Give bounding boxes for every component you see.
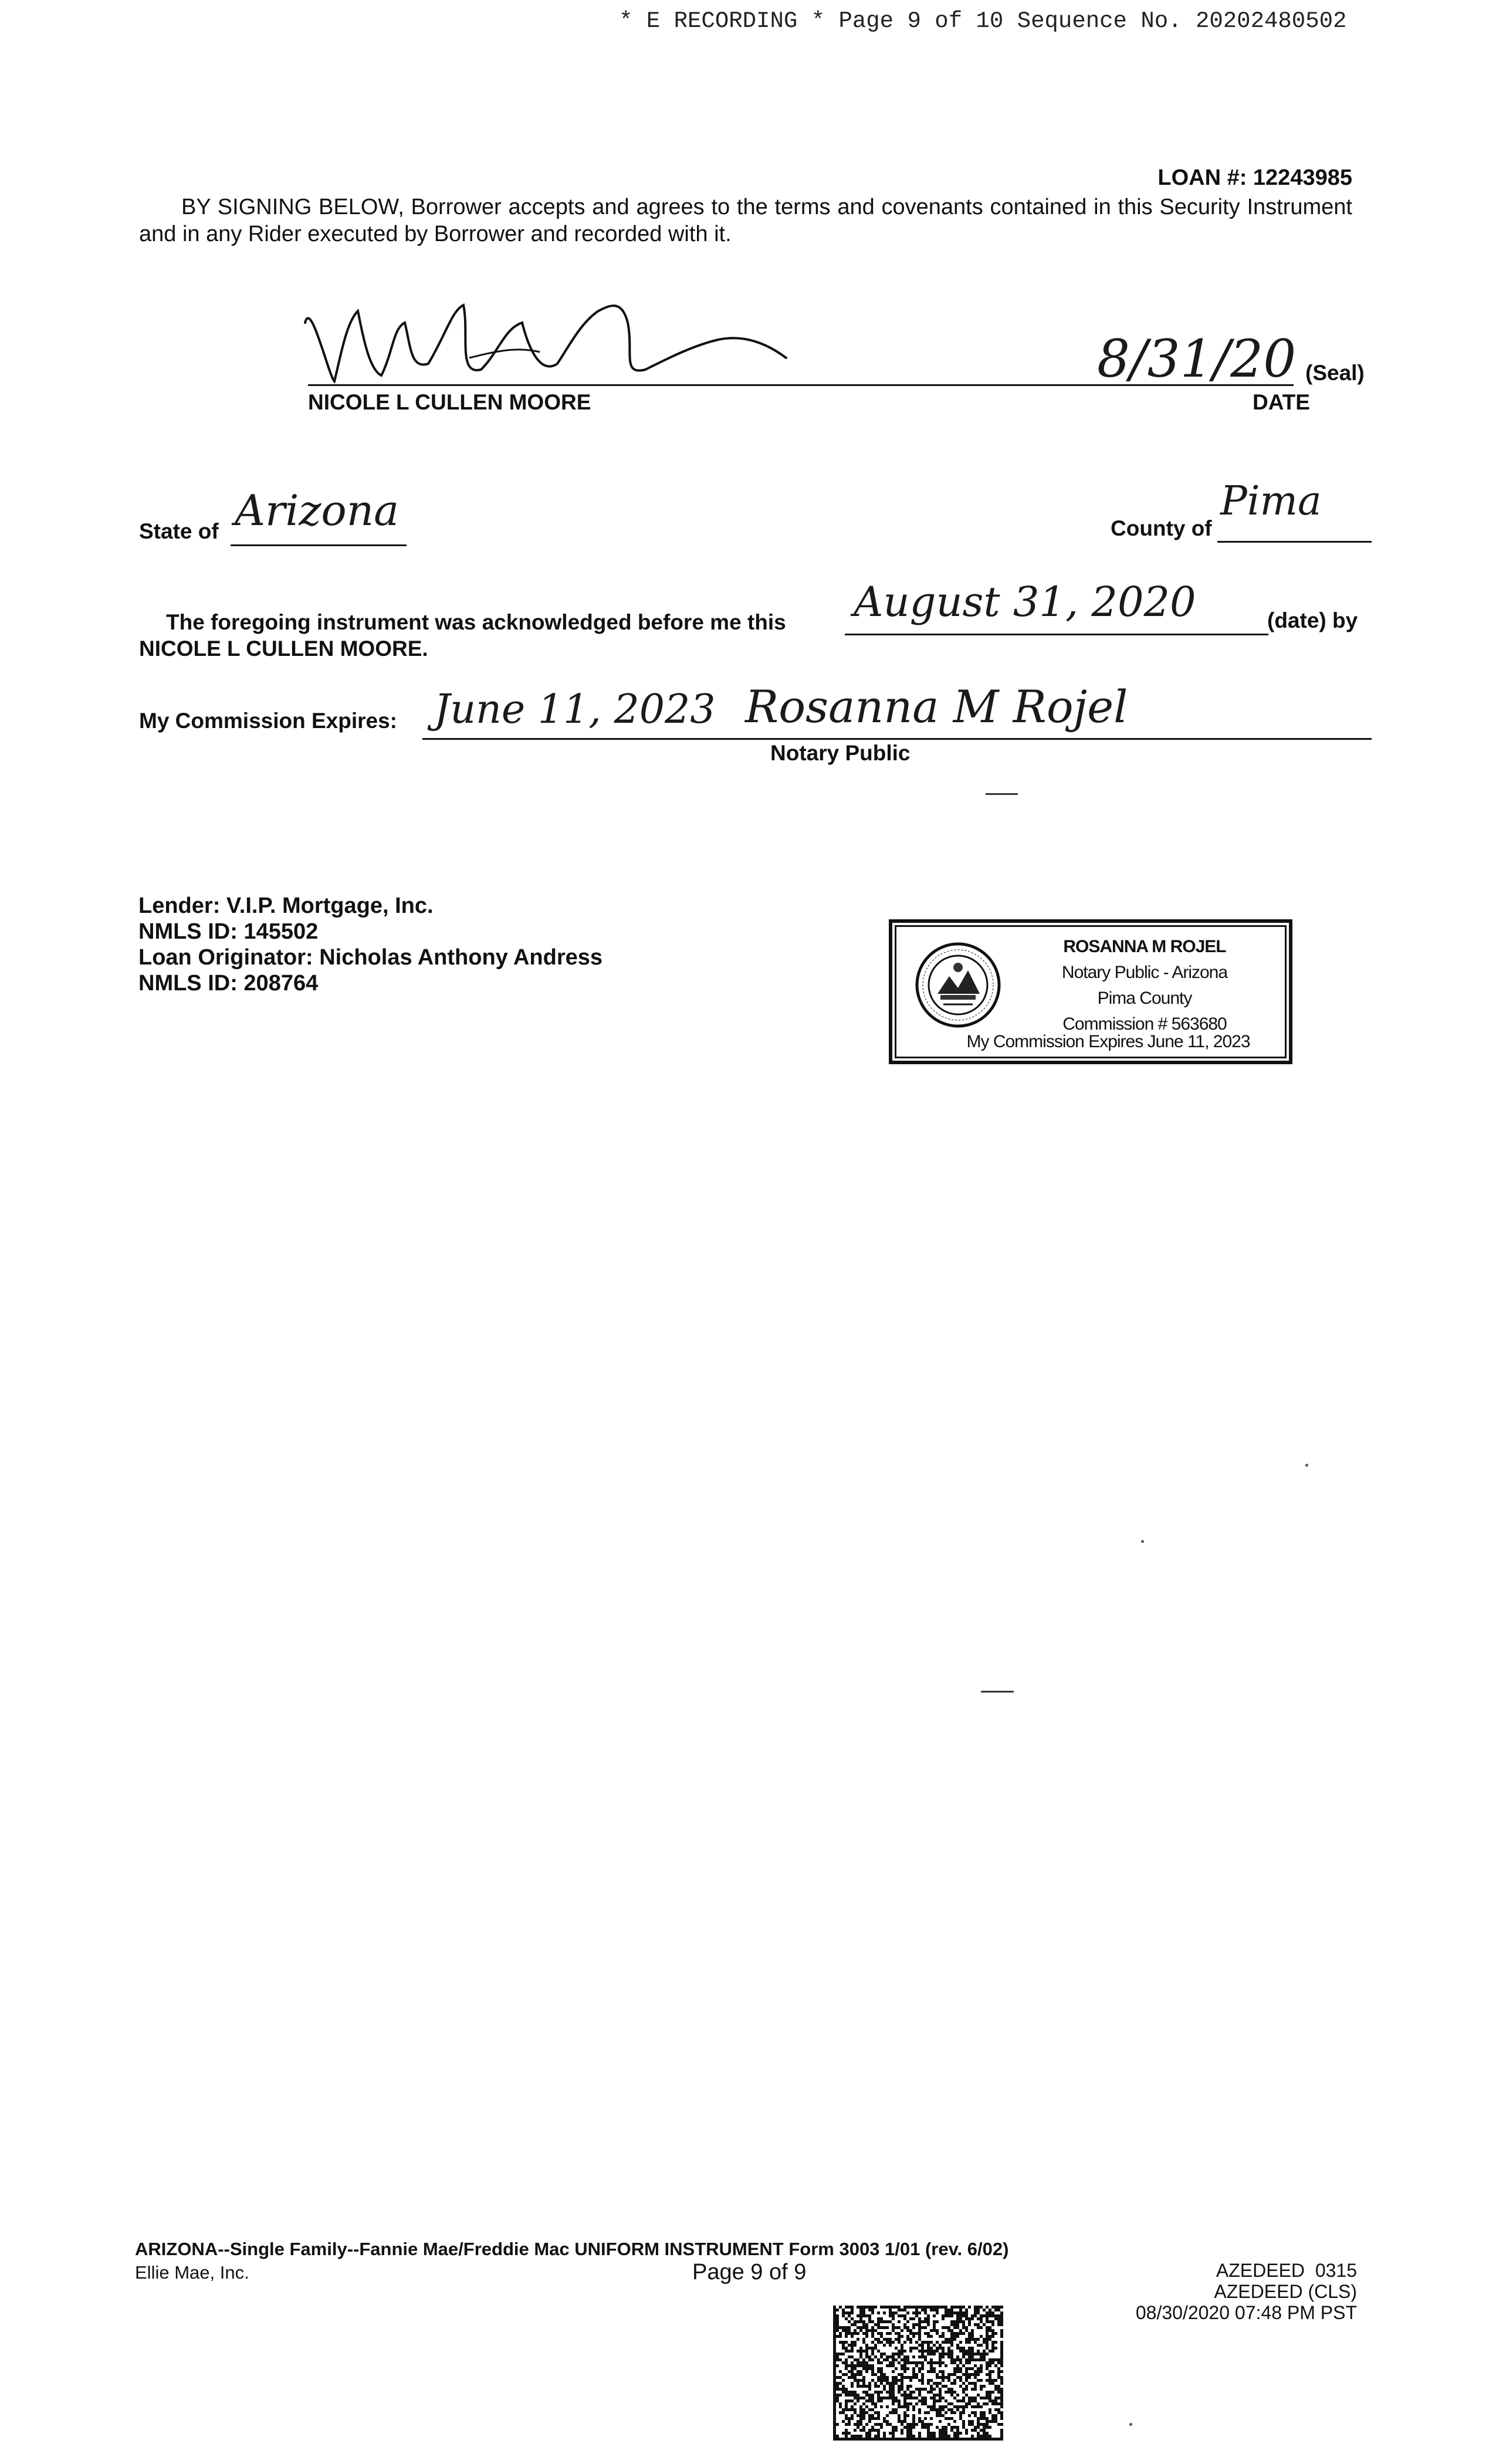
footer-code-2: AZEDEED (CLS) (1214, 2281, 1357, 2302)
signing-paragraph (139, 194, 1352, 248)
borrower-signature-drawing (293, 287, 821, 393)
notary-public-label: Notary Public (770, 741, 911, 765)
commission-line (422, 738, 1372, 740)
acknowledged-signer-name: NICOLE L CULLEN MOORE. (139, 637, 428, 661)
borrower-name: NICOLE L CULLEN MOORE (308, 390, 591, 414)
foregoing-text: The foregoing instrument was acknowledged before me this (166, 610, 786, 634)
notary-stamp-title: Notary Public - Arizona (1061, 963, 1228, 982)
footer-page-number: Page 9 of 9 (692, 2260, 807, 2284)
date-by-label: (date) by (1267, 608, 1358, 632)
notary-stamp-commission: Commission # 563680 (1062, 1014, 1227, 1034)
state-seal-icon (914, 941, 1002, 1029)
stray-dot (1305, 1464, 1308, 1467)
originator-line: Loan Originator: Nicholas Anthony Andress (138, 945, 603, 970)
county-label: County of (1111, 516, 1212, 540)
stray-mark (981, 1691, 1014, 1693)
notary-stamp-text (1008, 934, 1281, 1037)
footer-form-title: ARIZONA--Single Family--Fannie Mae/Freddie Mac UNIFORM INSTRUMENT Form 3003 1/01 (rev. 6/02) (135, 2239, 1009, 2259)
signing-paragraph-text: BY SIGNING BELOW, Borrower accepts and agrees to the terms and covenants contained in this Security Instrument and in any Rider executed by Borrower and recorded with it. (139, 195, 1352, 246)
notary-stamp (889, 919, 1292, 1064)
loan-number: LOAN #: 12243985 (1157, 165, 1352, 190)
notary-stamp-inner (895, 925, 1287, 1058)
lender-line: Lender: V.I.P. Mortgage, Inc. (138, 893, 434, 918)
county-value: Pima (1220, 478, 1322, 524)
footer-right (1136, 2260, 1357, 2323)
notary-stamp-name: ROSANNA M ROJEL (1063, 937, 1226, 956)
commission-value: June 11, 2023 (434, 686, 716, 733)
footer-left (135, 2238, 1008, 2284)
acknowledgment-date-line (845, 634, 1268, 635)
recording-header: * E RECORDING * Page 9 of 10 Sequence No. 20202480502 (619, 8, 1347, 34)
borrower-signature (293, 287, 821, 393)
lender-nmls: NMLS ID: 145502 (138, 919, 319, 944)
stray-mark (986, 793, 1018, 795)
state-label: State of (139, 519, 219, 543)
notary-stamp-expires: My Commission Expires June 11, 2023 (966, 1032, 1250, 1051)
seal-label: (Seal) (1305, 361, 1365, 385)
borrower-signed-date: 8/31/20 (1097, 329, 1297, 389)
notary-signature: Rosanna M Rojel (745, 681, 1128, 733)
state-value: Arizona (235, 486, 400, 535)
date-label: DATE (1253, 390, 1310, 414)
footer-timestamp: 08/30/2020 07:48 PM PST (1135, 2302, 1357, 2323)
acknowledgment-date: August 31, 2020 (854, 578, 1196, 626)
lender-info (138, 893, 603, 996)
notary-stamp-county: Pima County (1097, 989, 1192, 1008)
borrower-signature-line (308, 384, 1294, 386)
originator-nmls: NMLS ID: 208764 (138, 971, 319, 996)
county-line (1217, 541, 1372, 543)
footer-company: Ellie Mae, Inc. (135, 2262, 249, 2283)
footer-code-1: AZEDEED 0315 (1216, 2260, 1357, 2281)
stray-dot (1129, 2423, 1132, 2426)
stray-dot (1141, 1540, 1144, 1543)
commission-label: My Commission Expires: (139, 709, 398, 733)
state-line (231, 544, 407, 546)
barcode-icon (833, 2306, 1003, 2441)
